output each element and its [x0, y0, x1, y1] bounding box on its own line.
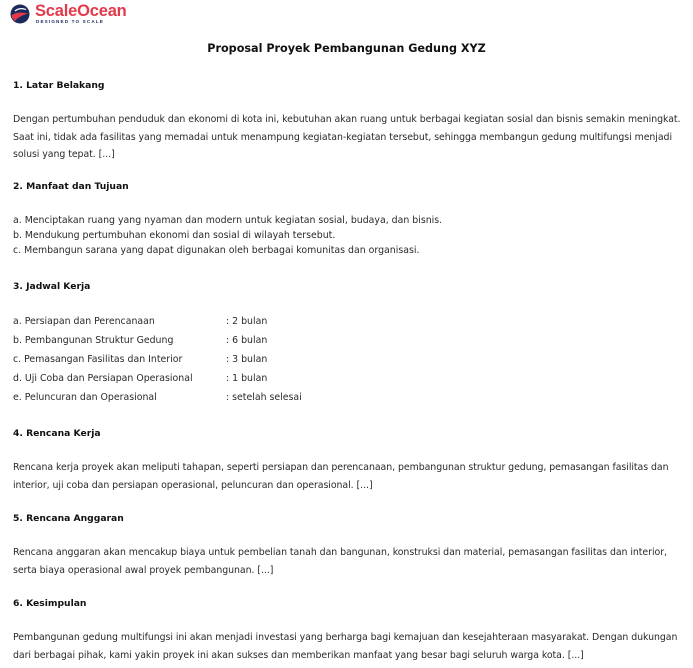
schedule-value: : 1 bulan [226, 373, 268, 384]
schedule-label: e. Peluncuran dan Operasional [13, 392, 157, 403]
section-body-latar-belakang: Dengan pertumbuhan penduduk dan ekonomi di kota ini, kebutuhan akan ruang untuk berbagai kegiatan sosial dan bisnis semakin meningkat. Saat ini, tidak ada fasilitas yang memadai untuk menampung kegiatan-kegiatan tersebut, sehingga membangun gedung multifungsi menjadi solusi yang tepat. [...] [13, 114, 681, 160]
schedule-label: b. Pembangunan Struktur Gedung [13, 335, 174, 346]
scaleocean-logo-icon [9, 3, 31, 25]
section-heading-kesimpulan: 6. Kesimpulan [13, 598, 87, 609]
brand-logo [9, 3, 127, 25]
schedule-value: : setelah selesai [226, 392, 302, 403]
section-body-rencana-kerja: Rencana kerja proyek akan meliputi tahapan, seperti persiapan dan perencanaan, pembangunan struktur gedung, pemasangan fasilitas dan interior, uji coba dan persiapan operasional, peluncuran dan operasional. [...] [13, 462, 669, 491]
list-item: c. Membangun sarana yang dapat digunakan oleh berbagai komunitas dan organisasi. [13, 245, 420, 256]
section-heading-manfaat: 2. Manfaat dan Tujuan [13, 181, 129, 192]
schedule-value: : 2 bulan [226, 316, 268, 327]
brand-tagline: DESIGNED TO SCALE [36, 19, 104, 25]
schedule-label: d. Uji Coba dan Persiapan Operasional [13, 373, 193, 384]
brand-name: ScaleOcean [35, 1, 127, 20]
schedule-value: : 6 bulan [226, 335, 268, 346]
list-item: a. Menciptakan ruang yang nyaman dan modern untuk kegiatan sosial, budaya, dan bisnis. [13, 215, 443, 226]
section-heading-rencana-anggaran: 5. Rencana Anggaran [13, 513, 124, 524]
section-body-kesimpulan: Pembangunan gedung multifungsi ini akan menjadi investasi yang berharga bagi kemajuan dan kesejahteraan masyarakat. Dengan dukungan dari berbagai pihak, kami yakin proyek ini akan sukses dan memberikan manfaat yang besar bagi seluruh warga kota. [...] [13, 632, 678, 661]
schedule-label: a. Persiapan dan Perencanaan [13, 316, 155, 327]
section-body-rencana-anggaran: Rencana anggaran akan mencakup biaya untuk pembelian tanah dan bangunan, konstruksi dan material, pemasangan fasilitas dan interior, serta biaya operasional awal proyek pembangunan. [...] [13, 547, 667, 576]
section-heading-latar-belakang: 1. Latar Belakang [13, 80, 105, 91]
schedule-value: : 3 bulan [226, 354, 268, 365]
list-item: b. Mendukung pertumbuhan ekonomi dan sosial di wilayah tersebut. [13, 230, 336, 241]
section-heading-jadwal: 3. Jadwal Kerja [13, 281, 91, 292]
document-title: Proposal Proyek Pembangunan Gedung XYZ [207, 42, 486, 55]
schedule-label: c. Pemasangan Fasilitas dan Interior [13, 354, 183, 365]
section-heading-rencana-kerja: 4. Rencana Kerja [13, 428, 101, 439]
